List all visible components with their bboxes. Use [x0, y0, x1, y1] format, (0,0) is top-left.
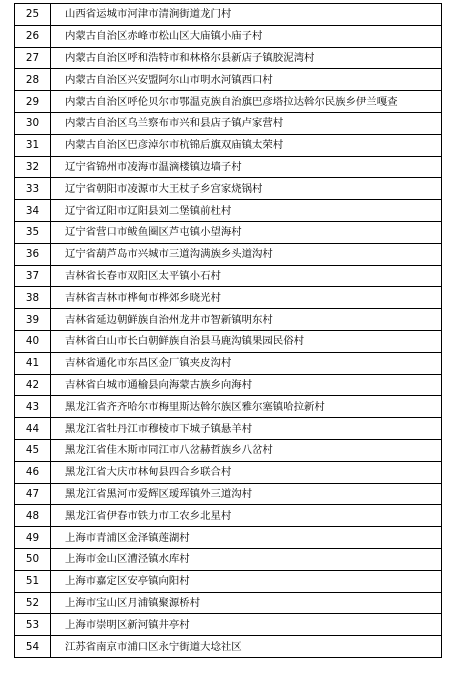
village-name: 内蒙古自治区巴彦淖尔市杭锦后旗双庙镇太荣村 — [51, 134, 442, 156]
village-name: 吉林省吉林市桦甸市桦郊乡晓光村 — [51, 287, 442, 309]
table-row — [15, 69, 442, 91]
table-row — [15, 461, 442, 483]
village-name: 上海市金山区漕泾镇水库村 — [51, 548, 442, 570]
row-number: 43 — [15, 396, 51, 418]
row-number: 42 — [15, 374, 51, 396]
row-number: 52 — [15, 592, 51, 614]
village-name: 山西省运城市河津市清涧街道龙门村 — [51, 4, 442, 26]
row-number: 32 — [15, 156, 51, 178]
village-name: 黑龙江省齐齐哈尔市梅里斯达斡尔族区雅尔塞镇哈拉新村 — [51, 396, 442, 418]
table-row — [15, 134, 442, 156]
row-number: 34 — [15, 200, 51, 222]
table-row — [15, 636, 442, 658]
table-row — [15, 4, 442, 26]
row-number: 31 — [15, 134, 51, 156]
village-name: 黑龙江省佳木斯市同江市八岔赫哲族乡八岔村 — [51, 439, 442, 461]
table-row — [15, 439, 442, 461]
row-number: 53 — [15, 614, 51, 636]
village-name: 内蒙古自治区赤峰市松山区大庙镇小庙子村 — [51, 25, 442, 47]
row-number: 41 — [15, 352, 51, 374]
village-name: 吉林省长春市双阳区太平镇小石村 — [51, 265, 442, 287]
row-number: 54 — [15, 636, 51, 658]
table-row — [15, 505, 442, 527]
table-row — [15, 570, 442, 592]
table-row — [15, 352, 442, 374]
village-name: 上海市嘉定区安亭镇向阳村 — [51, 570, 442, 592]
table-row — [15, 396, 442, 418]
table-row — [15, 112, 442, 134]
village-name: 吉林省延边朝鲜族自治州龙井市智新镇明东村 — [51, 309, 442, 331]
village-list-body — [15, 4, 442, 658]
row-number: 27 — [15, 47, 51, 69]
row-number: 26 — [15, 25, 51, 47]
village-name: 吉林省白城市通榆县向海蒙古族乡向海村 — [51, 374, 442, 396]
village-name: 内蒙古自治区乌兰察布市兴和县店子镇卢家营村 — [51, 112, 442, 134]
row-number: 25 — [15, 4, 51, 26]
table-row — [15, 178, 442, 200]
village-name: 黑龙江省黑河市爱辉区瑷珲镇外三道沟村 — [51, 483, 442, 505]
table-row — [15, 221, 442, 243]
village-name: 内蒙古自治区呼伦贝尔市鄂温克族自治旗巴彦塔拉达斡尔民族乡伊兰嘎查 — [51, 91, 442, 113]
table-row — [15, 592, 442, 614]
village-name: 江苏省南京市浦口区永宁街道大埝社区 — [51, 636, 442, 658]
row-number: 38 — [15, 287, 51, 309]
row-number: 48 — [15, 505, 51, 527]
village-name: 上海市宝山区月浦镇聚源桥村 — [51, 592, 442, 614]
village-name: 辽宁省辽阳市辽阳县刘二堡镇前杜村 — [51, 200, 442, 222]
village-name: 辽宁省朝阳市凌源市大王杖子乡宫家烧锅村 — [51, 178, 442, 200]
row-number: 36 — [15, 243, 51, 265]
table-row — [15, 287, 442, 309]
village-name: 辽宁省营口市鲅鱼圈区芦屯镇小望海村 — [51, 221, 442, 243]
village-name: 辽宁省锦州市凌海市温滴楼镇边墙子村 — [51, 156, 442, 178]
table-row — [15, 548, 442, 570]
table-row — [15, 418, 442, 440]
row-number: 51 — [15, 570, 51, 592]
table-row — [15, 47, 442, 69]
row-number: 49 — [15, 527, 51, 549]
row-number: 28 — [15, 69, 51, 91]
table-row — [15, 614, 442, 636]
table-row — [15, 527, 442, 549]
row-number: 44 — [15, 418, 51, 440]
row-number: 33 — [15, 178, 51, 200]
table-row — [15, 91, 442, 113]
row-number: 50 — [15, 548, 51, 570]
village-name: 上海市青浦区金泽镇莲湖村 — [51, 527, 442, 549]
table-row — [15, 330, 442, 352]
table-row — [15, 374, 442, 396]
table-row — [15, 156, 442, 178]
row-number: 37 — [15, 265, 51, 287]
row-number: 39 — [15, 309, 51, 331]
village-name: 黑龙江省伊春市铁力市工农乡北星村 — [51, 505, 442, 527]
row-number: 47 — [15, 483, 51, 505]
table-row — [15, 265, 442, 287]
row-number: 46 — [15, 461, 51, 483]
village-list-table — [14, 3, 442, 658]
table-row — [15, 243, 442, 265]
table-row — [15, 309, 442, 331]
table-row — [15, 25, 442, 47]
village-name: 上海市崇明区新河镇井亭村 — [51, 614, 442, 636]
table-row — [15, 200, 442, 222]
village-name: 黑龙江省大庆市林甸县四合乡联合村 — [51, 461, 442, 483]
village-name: 辽宁省葫芦岛市兴城市三道沟满族乡头道沟村 — [51, 243, 442, 265]
table-row — [15, 483, 442, 505]
row-number: 29 — [15, 91, 51, 113]
row-number: 30 — [15, 112, 51, 134]
village-name: 吉林省白山市长白朝鲜族自治县马鹿沟镇果园民俗村 — [51, 330, 442, 352]
row-number: 35 — [15, 221, 51, 243]
village-name: 黑龙江省牡丹江市穆棱市下城子镇悬羊村 — [51, 418, 442, 440]
row-number: 45 — [15, 439, 51, 461]
village-name: 内蒙古自治区兴安盟阿尔山市明水河镇西口村 — [51, 69, 442, 91]
row-number: 40 — [15, 330, 51, 352]
village-name: 吉林省通化市东昌区金厂镇夹皮沟村 — [51, 352, 442, 374]
village-name: 内蒙古自治区呼和浩特市和林格尔县新店子镇胶泥湾村 — [51, 47, 442, 69]
